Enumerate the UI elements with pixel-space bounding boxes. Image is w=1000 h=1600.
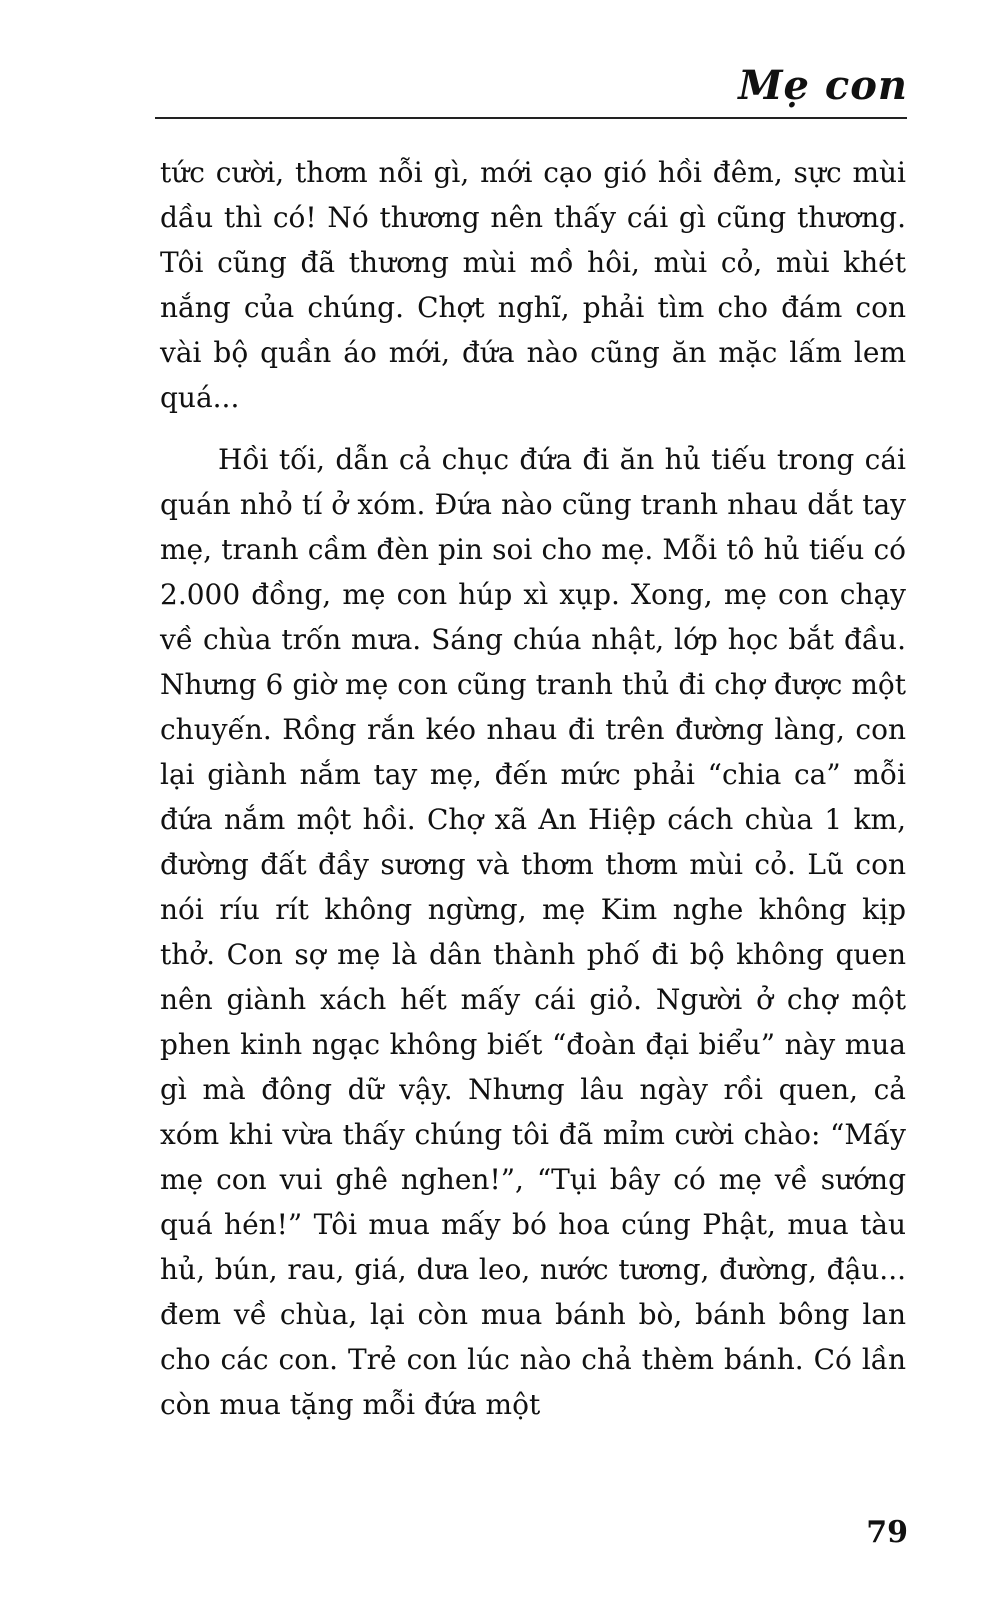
paragraph-1: tức cười, thơm nỗi gì, mới cạo gió hồi đêm, sực mùi dầu thì có! Nó thương nên thấy cái gì cũng thương. Tôi cũng đã thương mùi mồ hôi, mùi cỏ, mùi khét nắng của chúng. Chợt nghĩ, phải tìm cho đám con vài bộ quần áo mới, đứa nào cũng ăn mặc lấm lem quá... [160, 156, 906, 414]
page-body [160, 150, 906, 1427]
header-divider [155, 117, 907, 119]
running-header-title: Mẹ con [738, 62, 908, 109]
page-number: 79 [866, 1515, 908, 1550]
paragraph-2: Hồi tối, dẫn cả chục đứa đi ăn hủ tiếu trong cái quán nhỏ tí ở xóm. Đứa nào cũng tranh nhau dắt tay mẹ, tranh cầm đèn pin soi cho mẹ. Mỗi tô hủ tiếu có 2.000 đồng, mẹ con húp xì xụp. Xong, mẹ con chạy về chùa trốn mưa. Sáng chúa nhật, lớp học bắt đầu. Nhưng 6 giờ mẹ con cũng tranh thủ đi chợ được một chuyến. Rồng rắn kéo nhau đi trên đường làng, con lại giành nắm tay mẹ, đến mức phải “chia ca” mỗi đứa nắm một hồi. Chợ xã An Hiệp cách chùa 1 km, đường đất đầy sương và thơm thơm mùi cỏ. Lũ con nói ríu rít không ngừng, mẹ Kim nghe không kịp thở. Con sợ mẹ là dân thành phố đi bộ không quen nên giành xách hết mấy cái giỏ. Người ở chợ một phen kinh ngạc không biết “đoàn đại biểu” này mua gì mà đông dữ vậy. Nhưng lâu ngày rồi quen, cả xóm khi vừa thấy chúng tôi đã mỉm cười chào: “Mấy mẹ con vui ghê nghen!”, “Tụi bây có mẹ về sướng quá hén!” Tôi mua mấy bó hoa cúng Phật, mua tàu hủ, bún, rau, giá, dưa leo, nước tương, đường, đậu... đem về chùa, lại còn mua bánh bò, bánh bông lan cho các con. Trẻ con lúc nào chả thèm bánh. Có lần còn mua tặng mỗi đứa một [160, 443, 906, 1421]
